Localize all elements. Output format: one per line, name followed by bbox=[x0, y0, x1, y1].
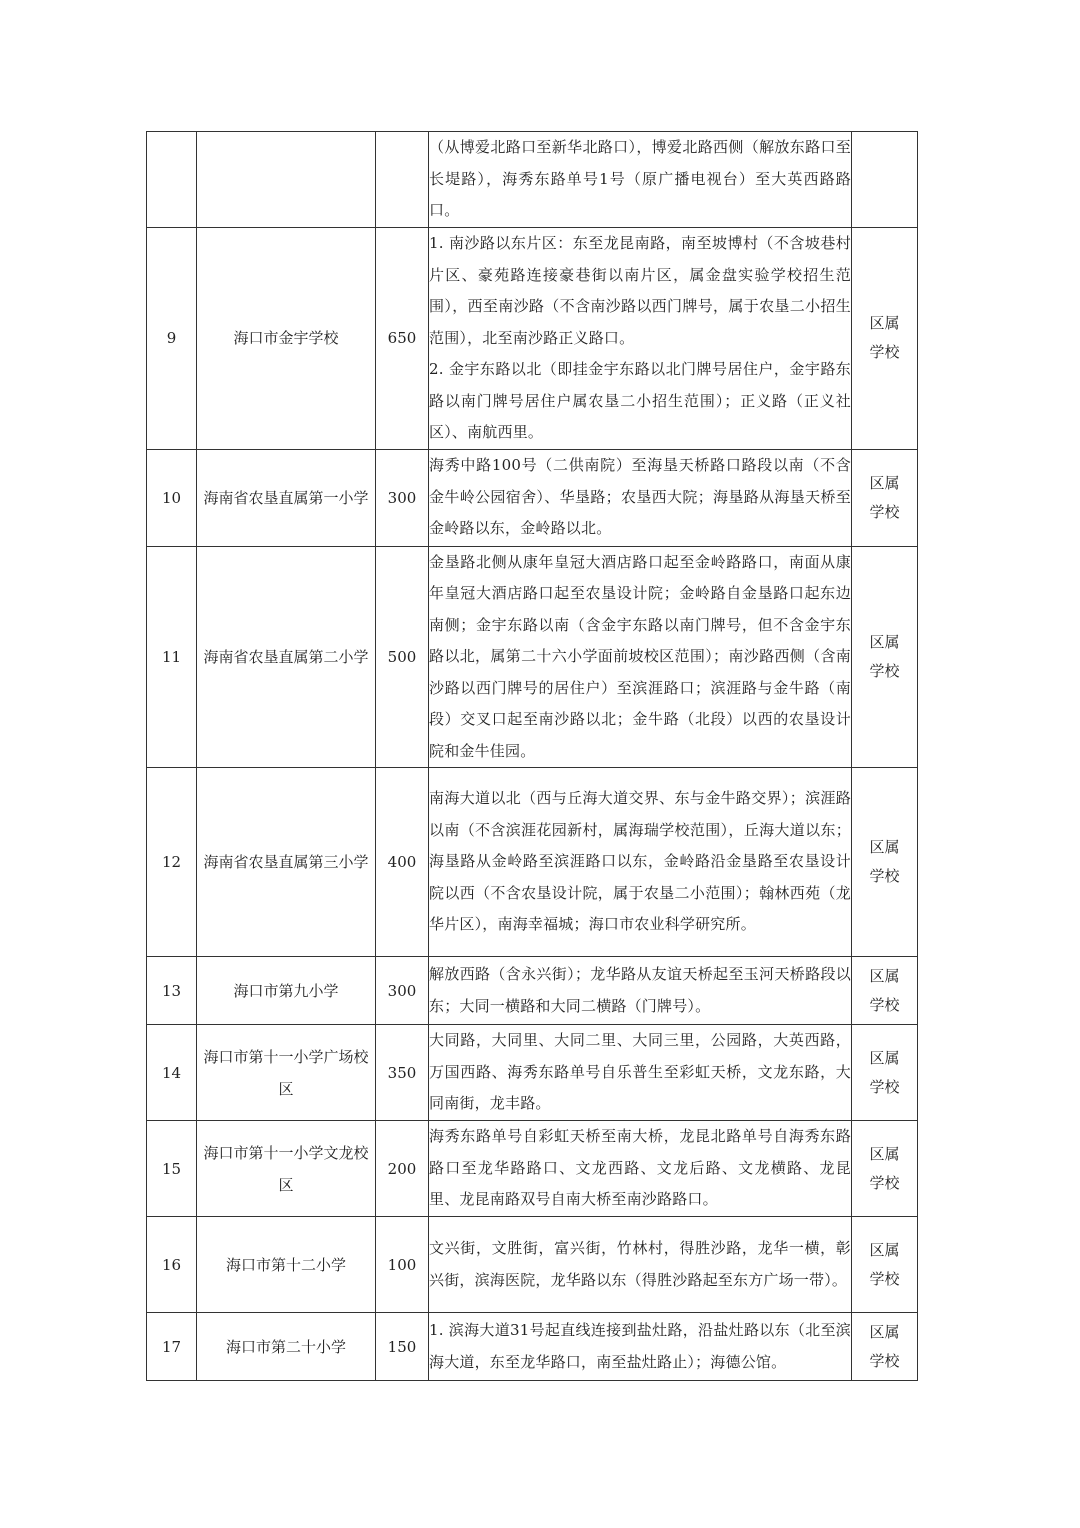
cell-enrollment-range bbox=[429, 546, 852, 768]
school-type-text: 区属学校 bbox=[869, 632, 900, 680]
cell-enrollment-range bbox=[429, 957, 852, 1025]
cell-enrollment-count: 350 bbox=[376, 1025, 429, 1121]
cell-enrollment-range bbox=[429, 1025, 852, 1121]
range-paragraph: 南海大道以北（西与丘海大道交界、东与金牛路交界）；滨涯路以南（不含滨涯花园新村，属海瑞学校范围），丘海大道以东；海垦路从金岭路至滨涯路口以东，金岭路沿金垦路至农垦设计院以西（不含农垦设计院，属于农垦二小范围）；翰林西苑（龙华片区），南海幸福城；海口市农业科学研究所。 bbox=[429, 789, 851, 934]
cell-number bbox=[147, 132, 197, 228]
table-row bbox=[147, 546, 918, 768]
range-paragraph: 2. 金宇东路以北（即挂金宇东路以北门牌号居住户，金宇路东路以南门牌号居住户属农垦二小招生范围）；正义路（正义社区）、南航西里。 bbox=[429, 360, 851, 441]
cell-number: 9 bbox=[147, 228, 197, 450]
cell-enrollment-range bbox=[429, 1313, 852, 1381]
cell-number: 13 bbox=[147, 957, 197, 1025]
school-type-text: 区属学校 bbox=[869, 314, 900, 362]
cell-enrollment-range bbox=[429, 768, 852, 957]
range-paragraph: 海秀中路100号（二供南院）至海垦天桥路口路段以南（不含金牛岭公园宿舍）、华垦路；农垦西大院；海垦路从海垦天桥至金岭路以东，金岭路以北。 bbox=[429, 456, 851, 538]
cell-school-name: 海口市金宇学校 bbox=[197, 228, 376, 450]
cell-school-type bbox=[852, 1121, 918, 1217]
range-paragraph: 1. 南沙路以东片区：东至龙昆南路，南至坡博村（不含坡巷村片区、豪苑路连接豪巷街以南片区，属金盘实验学校招生范围），西至南沙路（不含南沙路以西门牌号，属于农垦二小招生范围），北至南沙路正义路口。 bbox=[429, 234, 851, 347]
cell-number: 15 bbox=[147, 1121, 197, 1217]
cell-number: 11 bbox=[147, 546, 197, 768]
cell-number: 16 bbox=[147, 1217, 197, 1313]
table-row bbox=[147, 132, 918, 228]
table-row bbox=[147, 228, 918, 450]
school-type-text: 区属学校 bbox=[869, 1240, 900, 1288]
range-paragraph: （从博爱北路口至新华北路口），博爱北路西侧（解放东路口至长堤路），海秀东路单号1号（原广播电视台）至大英西路路口。 bbox=[429, 138, 851, 220]
cell-school-type bbox=[852, 228, 918, 450]
cell-enrollment-range bbox=[429, 132, 852, 228]
range-paragraph: 大同路，大同里、大同二里、大同三里，公园路，大英西路，万国西路、海秀东路单号自乐普生至彩虹天桥，文龙东路，大同南街，龙丰路。 bbox=[429, 1031, 851, 1113]
cell-enrollment-count: 100 bbox=[376, 1217, 429, 1313]
enrollment-table bbox=[146, 131, 918, 1381]
cell-enrollment-count: 400 bbox=[376, 768, 429, 957]
cell-enrollment-range bbox=[429, 1121, 852, 1217]
cell-school-name: 海口市第十一小学文龙校区 bbox=[197, 1121, 376, 1217]
cell-number: 12 bbox=[147, 768, 197, 957]
range-paragraph: 文兴街，文胜街，富兴街，竹林村，得胜沙路，龙华一横，彰兴街，滨海医院，龙华路以东（得胜沙路起至东方广场一带）。 bbox=[429, 1239, 851, 1289]
cell-enrollment-range bbox=[429, 449, 852, 546]
cell-school-name: 海口市第十一小学广场校区 bbox=[197, 1025, 376, 1121]
cell-school-name: 海南省农垦直属第三小学 bbox=[197, 768, 376, 957]
cell-school-type bbox=[852, 1025, 918, 1121]
cell-number: 10 bbox=[147, 449, 197, 546]
school-type-text: 区属学校 bbox=[869, 1144, 900, 1192]
school-type-text: 区属学校 bbox=[869, 1048, 900, 1096]
cell-school-name: 海南省农垦直属第二小学 bbox=[197, 546, 376, 768]
cell-school-type bbox=[852, 449, 918, 546]
range-paragraph: 1. 滨海大道31号起直线连接到盐灶路，沿盐灶路以东（北至滨海大道，东至龙华路口，南至盐灶路止）；海德公馆。 bbox=[429, 1321, 851, 1371]
cell-enrollment-count: 500 bbox=[376, 546, 429, 768]
table-row bbox=[147, 1121, 918, 1217]
cell-enrollment-count bbox=[376, 132, 429, 228]
cell-enrollment-count: 300 bbox=[376, 449, 429, 546]
cell-number: 17 bbox=[147, 1313, 197, 1381]
table-row bbox=[147, 768, 918, 957]
cell-school-type bbox=[852, 132, 918, 228]
table-row bbox=[147, 1217, 918, 1313]
cell-school-type bbox=[852, 768, 918, 957]
cell-school-type bbox=[852, 546, 918, 768]
cell-school-type bbox=[852, 1313, 918, 1381]
table-body bbox=[147, 132, 918, 1381]
table-row bbox=[147, 1025, 918, 1121]
table-row bbox=[147, 449, 918, 546]
cell-enrollment-range bbox=[429, 228, 852, 450]
cell-number: 14 bbox=[147, 1025, 197, 1121]
range-paragraph: 金垦路北侧从康年皇冠大酒店路口起至金岭路路口，南面从康年皇冠大酒店路口起至农垦设计院；金岭路自金垦路口起东边南侧；金宇东路以南（含金宇东路以南门牌号，但不含金宇东路以北，属第二十六小学面前坡校区范围）；南沙路西侧（含南沙路以西门牌号的居住户）至滨涯路口；滨涯路与金牛路（南段）交叉口起至南沙路以北；金牛路（北段）以西的农垦设计院和金牛佳园。 bbox=[429, 552, 851, 760]
cell-enrollment-count: 650 bbox=[376, 228, 429, 450]
cell-enrollment-count: 300 bbox=[376, 957, 429, 1025]
school-type-text: 区属学校 bbox=[869, 966, 900, 1014]
cell-school-name: 海南省农垦直属第一小学 bbox=[197, 449, 376, 546]
cell-school-name: 海口市第九小学 bbox=[197, 957, 376, 1025]
range-paragraph: 解放西路（含永兴街）；龙华路从友谊天桥起至玉河天桥路段以东；大同一横路和大同二横路（门牌号）。 bbox=[429, 965, 851, 1015]
cell-enrollment-count: 150 bbox=[376, 1313, 429, 1381]
cell-school-name: 海口市第二十小学 bbox=[197, 1313, 376, 1381]
table-row bbox=[147, 957, 918, 1025]
cell-school-name bbox=[197, 132, 376, 228]
cell-school-type bbox=[852, 1217, 918, 1313]
range-paragraph: 海秀东路单号自彩虹天桥至南大桥，龙昆北路单号自海秀东路路口至龙华路路口、文龙西路、文龙后路、文龙横路、龙昆里、龙昆南路双号自南大桥至南沙路路口。 bbox=[429, 1127, 851, 1209]
cell-school-type bbox=[852, 957, 918, 1025]
cell-enrollment-range bbox=[429, 1217, 852, 1313]
school-type-text: 区属学校 bbox=[869, 473, 900, 521]
cell-enrollment-count: 200 bbox=[376, 1121, 429, 1217]
table-row bbox=[147, 1313, 918, 1381]
school-type-text: 区属学校 bbox=[869, 1322, 900, 1370]
school-type-text: 区属学校 bbox=[869, 838, 900, 885]
cell-school-name: 海口市第十二小学 bbox=[197, 1217, 376, 1313]
